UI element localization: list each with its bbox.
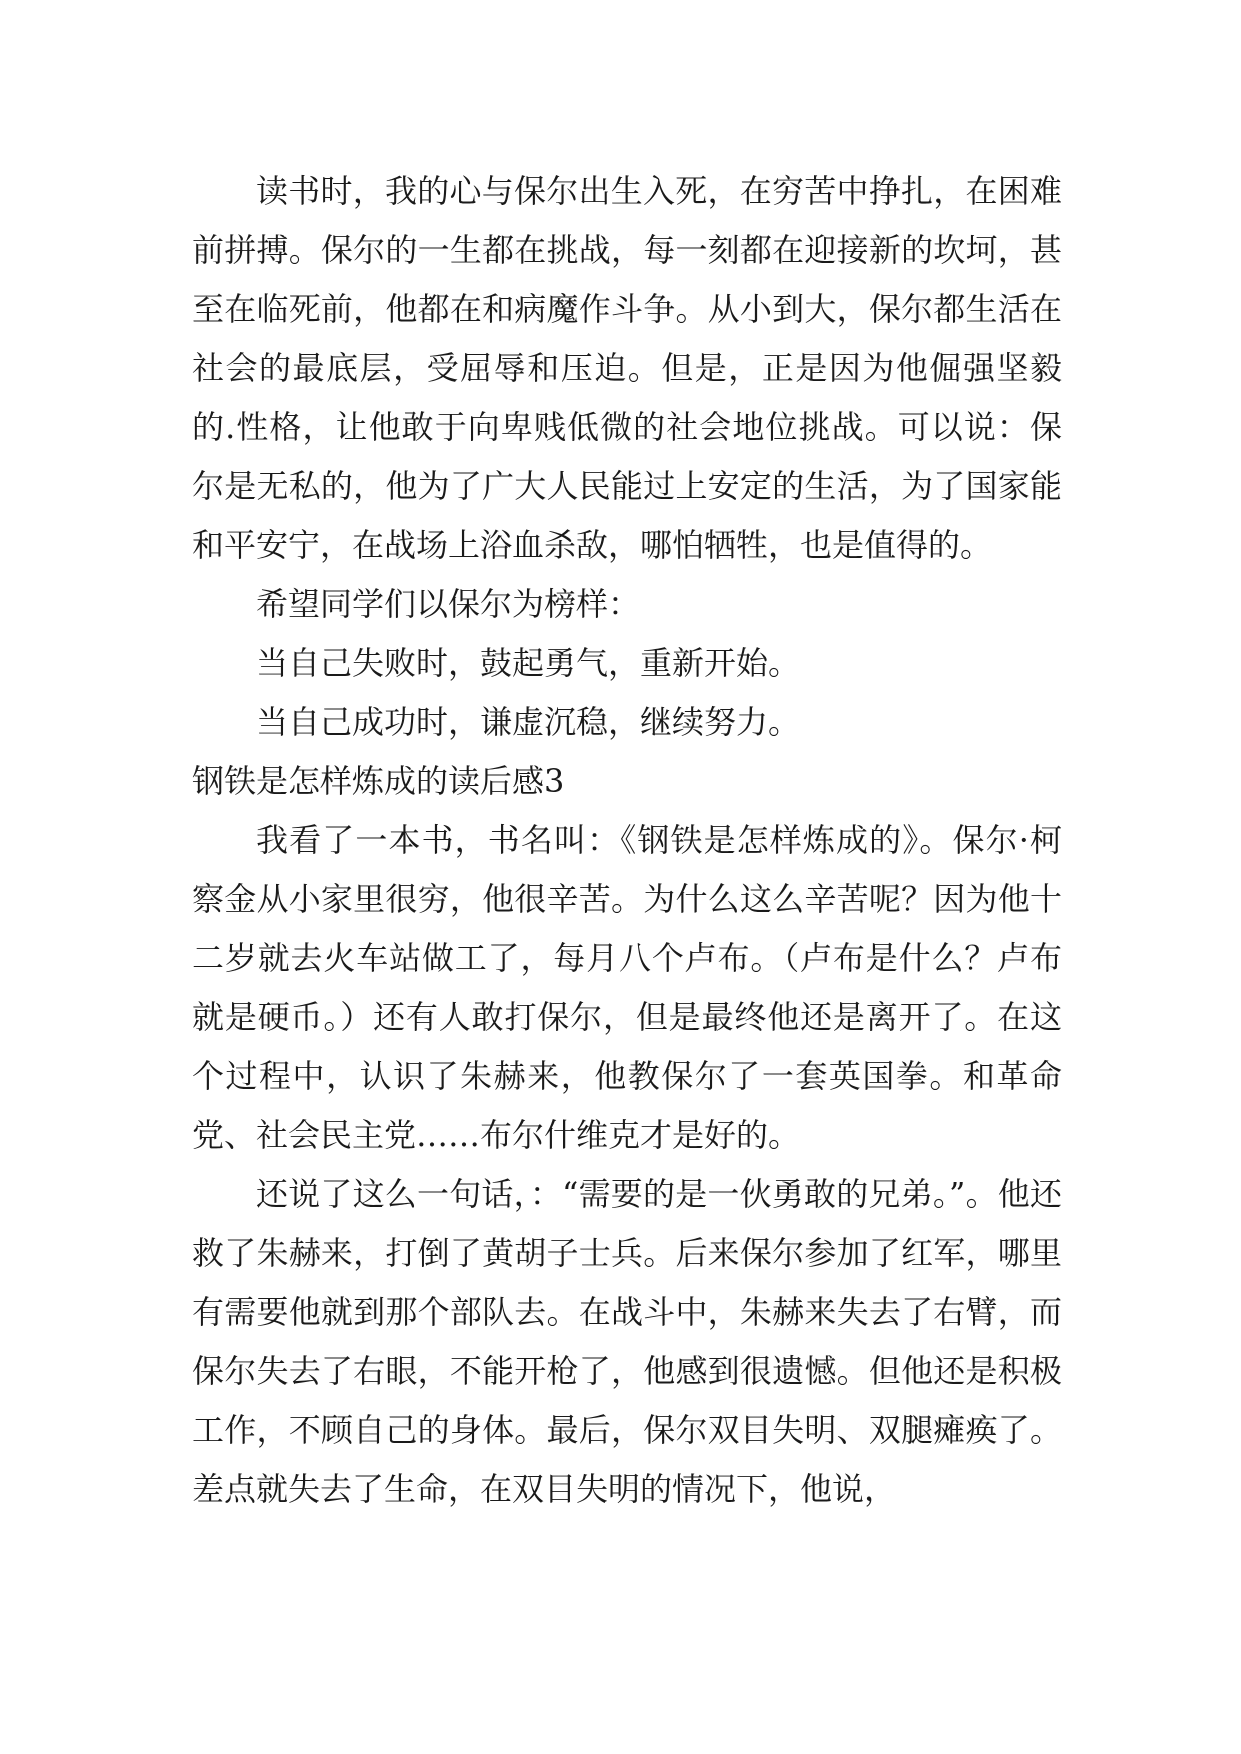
paragraph-book-summary: 我看了一本书，书名叫：《钢铁是怎样炼成的》。保尔·柯察金从小家里很穷，他很辛苦。为什么这么辛苦呢？因为他十二岁就去火车站做工了，每月八个卢布。（卢布是什么？卢布就是硬币。）还有人敢打保尔，但是最终他还是离开了。在这个过程中，认识了朱赫来，他教保尔了一套英国拳。和革命党、社会民主党……布尔什维克才是好的。 xyxy=(192,821,1062,1154)
paragraph-when-fail: 当自己失败时，鼓起勇气，重新开始。 xyxy=(256,644,801,682)
document-body xyxy=(192,162,1062,1519)
paragraph-when-succeed: 当自己成功时，谦虚沉稳，继续努力。 xyxy=(256,703,801,741)
paragraph-reading-reflection: 读书时，我的心与保尔出生入死，在穷苦中挣扎，在困难前拼搏。保尔的一生都在挑战，每一刻都在迎接新的坎坷，甚至在临死前，他都在和病魔作斗争。从小到大，保尔都生活在社会的最底层，受屈辱和压迫。但是，正是因为他倔强坚毅的.性格，让他敢于向卑贱低微的社会地位挑战。可以说：保尔是无私的，他为了广大人民能过上安定的生活，为了国家能和平安宁，在战场上浴血杀敌，哪怕牺牲，也是值得的。 xyxy=(192,172,1062,564)
section-title: 钢铁是怎样炼成的读后感3 xyxy=(192,762,565,800)
paragraph-hope: 希望同学们以保尔为榜样： xyxy=(256,585,641,623)
paragraph-story-continued: 还说了这么一句话，：“需要的是一伙勇敢的兄弟。”。他还救了朱赫来，打倒了黄胡子士兵。后来保尔参加了红军，哪里有需要他就到那个部队去。在战斗中，朱赫来失去了右臂，而保尔失去了右眼，不能开枪了，他感到很遗憾。但他还是积极工作，不顾自己的身体。最后，保尔双目失明、双腿瘫痪了。差点就失去了生命，在双目失明的情况下，他说， xyxy=(192,1175,1062,1508)
